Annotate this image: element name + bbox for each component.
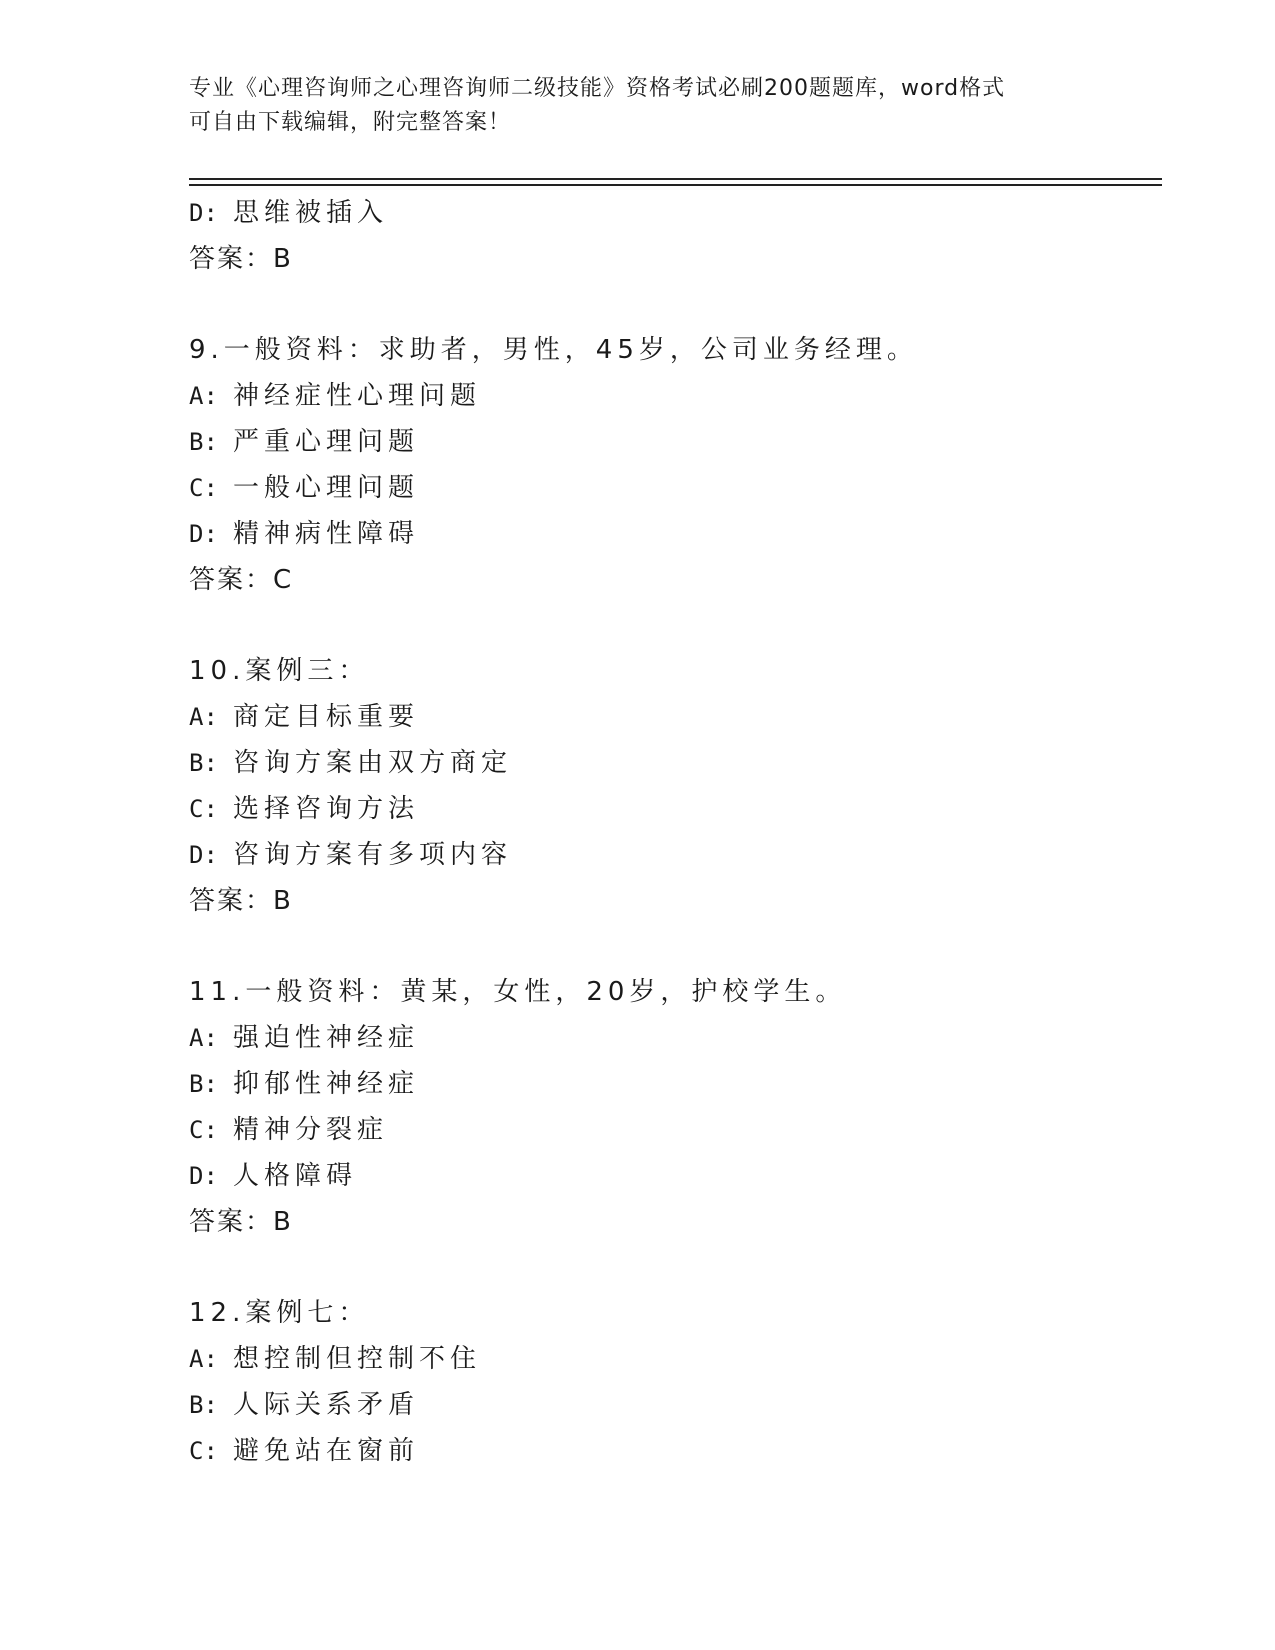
option-c	[189, 786, 1149, 832]
option-text: 神经症性心理问题	[233, 381, 482, 411]
option-tag: C:	[189, 474, 218, 502]
option-a	[189, 694, 1149, 740]
option-a	[189, 1336, 1149, 1382]
option-a	[189, 373, 1149, 419]
option-tag: B:	[189, 428, 218, 456]
option-d	[189, 511, 1149, 557]
option-text: 精神分裂症	[233, 1115, 389, 1145]
option-tag: C:	[189, 1116, 218, 1144]
option-text: 一般心理问题	[233, 473, 420, 503]
option-d	[189, 190, 1149, 236]
option-tag: A:	[189, 703, 218, 731]
option-text: 想控制但控制不住	[233, 1344, 482, 1374]
option-tag: C:	[189, 1437, 218, 1465]
option-b	[189, 740, 1149, 786]
option-tag: A:	[189, 1345, 218, 1373]
question-stem: 10.案例三：	[189, 656, 370, 686]
answer: 答案：C	[189, 565, 294, 595]
answer: 答案：B	[189, 244, 293, 274]
option-tag: B:	[189, 749, 218, 777]
option-text: 商定目标重要	[233, 702, 420, 732]
option-text: 避免站在窗前	[233, 1436, 420, 1466]
header-rule-bottom	[189, 184, 1162, 186]
option-d	[189, 1153, 1149, 1199]
option-c	[189, 465, 1149, 511]
option-text: 强迫性神经症	[233, 1023, 420, 1053]
option-tag: A:	[189, 382, 218, 410]
option-tag: A:	[189, 1024, 218, 1052]
option-b	[189, 1061, 1149, 1107]
option-a	[189, 1015, 1149, 1061]
question-stem: 9.一般资料：求助者，男性，45岁，公司业务经理。	[189, 335, 918, 365]
question-stem: 11.一般资料：黄某，女性，20岁，护校学生。	[189, 977, 847, 1007]
option-text: 咨询方案有多项内容	[233, 840, 513, 870]
option-tag: D:	[189, 841, 218, 869]
document-header	[189, 72, 1089, 140]
option-b	[189, 419, 1149, 465]
option-d	[189, 832, 1149, 878]
option-text: 人际关系矛盾	[233, 1390, 420, 1420]
option-text: 精神病性障碍	[233, 519, 420, 549]
answer: 答案：B	[189, 1207, 293, 1237]
question-stem: 12.案例七：	[189, 1298, 370, 1328]
option-tag: D:	[189, 199, 218, 227]
option-text: 咨询方案由双方商定	[233, 748, 513, 778]
answer: 答案：B	[189, 886, 293, 916]
option-text: 严重心理问题	[233, 427, 420, 457]
option-tag: D:	[189, 1162, 218, 1190]
option-tag: D:	[189, 520, 218, 548]
option-text: 思维被插入	[233, 198, 389, 228]
header-rule-top	[189, 178, 1162, 180]
option-c	[189, 1107, 1149, 1153]
option-text: 人格障碍	[233, 1161, 358, 1191]
option-text: 选择咨询方法	[233, 794, 420, 824]
header-line-2: 可自由下载编辑，附完整答案！	[189, 110, 512, 135]
option-tag: B:	[189, 1070, 218, 1098]
option-tag: B:	[189, 1391, 218, 1419]
option-b	[189, 1382, 1149, 1428]
option-tag: C:	[189, 795, 218, 823]
option-text: 抑郁性神经症	[233, 1069, 420, 1099]
header-line-1: 专业《心理咨询师之心理咨询师二级技能》资格考试必刷200题题库，word格式	[189, 76, 1006, 101]
option-c	[189, 1428, 1149, 1474]
question-content	[189, 190, 1149, 1474]
